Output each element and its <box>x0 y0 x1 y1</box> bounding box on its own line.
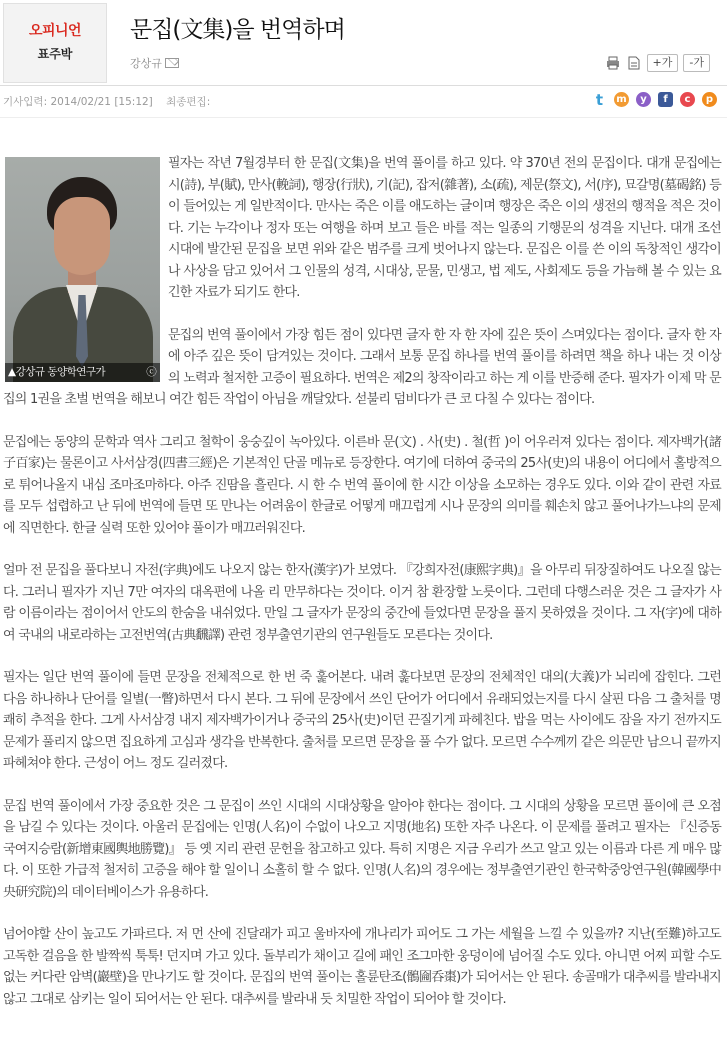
input-date: 2014/02/21 [15:12] <box>50 96 153 108</box>
meta-divider <box>0 117 727 118</box>
article-header <box>0 0 727 86</box>
page-title: 문집(文集)을 번역하며 <box>130 17 345 43</box>
facebook-icon[interactable]: f <box>658 92 673 107</box>
article-body <box>3 153 721 1031</box>
yozm-icon[interactable]: y <box>636 92 651 107</box>
author-name[interactable]: 강상규 <box>130 57 162 70</box>
mail-icon[interactable] <box>165 58 179 68</box>
photo-caption: ▲강상규 동양학연구가 <box>5 363 160 382</box>
mypeople-icon[interactable]: p <box>702 92 717 107</box>
font-decrease-button[interactable]: -가 <box>683 54 710 72</box>
paragraph: 얼마 전 문집을 풀다보니 자전(字典)에도 나오지 않는 한자(漢字)가 보였다. 『강희자전(康熙字典)』을 아무리 뒤장질하여도 나오질 않는다. 그러니 필자가 지닌 7만 여자의 대옥편에 나올 리 만무하다는 것이다. 이거 참 환장할 노릇이다. 그런데 다행스러운 것은 그 글자가 사람 이름이라는 점이어서 안도의 한숨을 내쉬었다. 만일 그 글자가 문장의 중간에 들었다면 문장을 풀지 못하였을 것이다. 그 자(字)에 대하여 국내의 내로라하는 고전번역(古典飜譯) 관련 정부출연기관의 연구원들도 모른다는 것이다. <box>3 563 721 643</box>
cyworld-icon[interactable]: c <box>680 92 695 107</box>
copyright-mark: ⓒ <box>146 366 156 378</box>
article-tools <box>605 54 710 72</box>
input-label: 기사입력: <box>3 96 48 108</box>
save-icon[interactable] <box>626 55 642 71</box>
share-bar <box>592 92 717 107</box>
me2day-icon[interactable]: m <box>614 92 629 107</box>
section-badge[interactable] <box>3 3 107 83</box>
font-increase-button[interactable]: +가 <box>647 54 679 72</box>
article-meta <box>3 94 210 109</box>
paragraph: 넘어야할 산이 높고도 가파르다. 저 먼 산에 진달래가 피고 울바자에 개나리가 피어도 그 가는 세월을 느낄 수 있을까? 지난(至難)하고도 고독한 걸음을 한 발짝씩 툭툭! 던지며 가고 있다. 돌부리가 채이고 길에 패인 조그마한 웅덩이에 넘어질 수도 있다. 아니면 어찌 피할 수도 없는 커다란 암벽(巖壁)을 만나기도 할 것이다. 문집의 번역 풀이는 홀륜탄조(鶻圇呑棗)가 되어서는 안 된다. 송골매가 대추씨를 발라내지 않고 그대로 삼키는 일이 되어서는 안 된다. 대추씨를 발라내 듯 치밀한 작업이 되어야 할 것이다. <box>3 927 721 1007</box>
category-label[interactable]: 오피니언 <box>28 23 82 39</box>
print-icon[interactable] <box>605 55 621 71</box>
paragraph: 문집에는 동양의 문학과 역사 그리고 철학이 웅숭깊이 녹아있다. 이른바 문(文) . 사(史) . 철(哲 )이 어우러져 있다는 점이다. 제자백가(諸子百家)는 물론이고 사서삼경(四書三經)은 기본적인 단골 메뉴로 등장한다. 여기에 더하여 중국의 25사(史)의 내용이 어디에서 홀방적으로 튀어나올지 내심 조마조마하다. 아주 진땀을 흘린다. 시 한 수 번역 풀이에 한 시간 이상을 소모하는 경우도 있다. 이와 같이 관련 자료를 모두 섭렵하고 난 뒤에 번역에 들면 또 만나는 어려움이 한글로 어떻게 매끄럽게 시나 문장의 의미를 훼손치 않고 풀어나가느냐의 문제에 직면한다. 한글 실력 또한 있어야 풀이가 매끄러워진다. <box>3 434 721 536</box>
twitter-icon[interactable]: t <box>595 90 604 109</box>
edit-label: 최종편집: <box>166 96 211 108</box>
author-photo <box>5 157 160 382</box>
header-divider <box>0 85 727 86</box>
author-line <box>130 55 179 71</box>
paragraph: 문집의 번역 풀이에서 가장 힘든 점이 있다면 글자 한 자 한 자에 깊은 뜻이 스며있다는 점이다. 글자 한 자에 아주 깊은 뜻이 담겨있는 것이다. 그래서 보통 문집 하나를 번역 풀이를 하려면 책을 하나 내는 것 이상의 노력과 철저한 고증이 필요하다. 번역은 제2의 창작이라고 하는 게 이를 반증해 준다. 필자가 이제 막 문집의 1권을 초벌 번역을 해보니 여간 힘든 작업이 아님을 깨달았다. 섣불리 덤비다가 큰 코 다칠 수 있다는 점이다. <box>3 327 721 407</box>
series-label[interactable]: 표주박 <box>37 47 73 61</box>
paragraph: 문집 번역 풀이에서 가장 중요한 것은 그 문집이 쓰인 시대의 시대상황을 알아야 한다는 점이다. 그 시대의 상황을 모르면 풀이에 큰 오점을 남길 수 있다는 것이다. 아울러 문집에는 인명(人名)이 수없이 나오고 지명(地名) 또한 자주 나온다. 이 문제를 풀려고 필자는 『신증동국여지승람(新增東國輿地勝覽)』 등 옛 지리 관련 문헌을 참고하고 있다. 특히 지명은 지금 우리가 쓰고 알고 있는 이름과 다른 게 매우 많다. 이 또한 가급적 철저히 고증을 해야 할 일이니 소홀히 할 수 없다. 인명(人名)의 경우에는 정부출연기관인 한국학중앙연구원(韓國學中央研究院)의 데이터베이스가 유용하다. <box>3 798 721 900</box>
paragraph: 필자는 작년 7월경부터 한 문집(文集)을 번역 풀이를 하고 있다. 약 370년 전의 문집이다. 대개 문집에는 시(詩), 부(賦), 만사(輓詞), 행장(行狀), 기(記), 잡저(雜著), 소(疏), 제문(祭文), 서(序), 묘갈명(墓碣銘) 등이 들어있는 게 일반적이다. 만사는 죽은 이를 애도하는 글이며 행장은 죽은 이의 생전의 행적을 적은 것이다. 기는 누각이나 정자 또는 여행을 하며 보고 들은 바를 적는 일종의 기행문의 성격을 지닌다. 대개 조선시대에 발간된 문집을 보면 위와 같은 범주를 크게 벗어나지 않는다. 문집은 이를 쓴 이의 독창적인 생각이나 사상을 담고 있어서 그 인물의 성격, 시대상, 문물, 민생고, 법 제도, 사회제도 등을 가늠해 볼 수 있는 요긴한 자료가 되기도 한다. <box>168 156 721 300</box>
paragraph: 필자는 일단 번역 풀이에 들면 문장을 전체적으로 한 번 죽 훑어본다. 내려 훑다보면 문장의 전체적인 대의(大義)가 뇌리에 잡힌다. 그런 다음 하나하나 단어를 일별(一瞥)하면서 다시 본다. 그 뒤에 문장에서 쓰인 단어가 어디에서 유래되었는지를 다시 살핀 다음 그 출처를 명쾌히 추적을 한다. 그게 사서삼경 내지 제자백가이거나 중국의 25사(史)이던 끈질기게 파헤친다. 밥을 먹는 사이에도 잠을 자기 전까지도 문제가 풀리지 않으면 집요하게 고심과 생각을 반복한다. 출처를 모르면 문장을 풀 수가 없다. 모르면 수수께끼 같은 의문만 남으니 끝까지 파헤쳐야 한다. 근성이 어느 정도 길러졌다. <box>3 670 721 771</box>
